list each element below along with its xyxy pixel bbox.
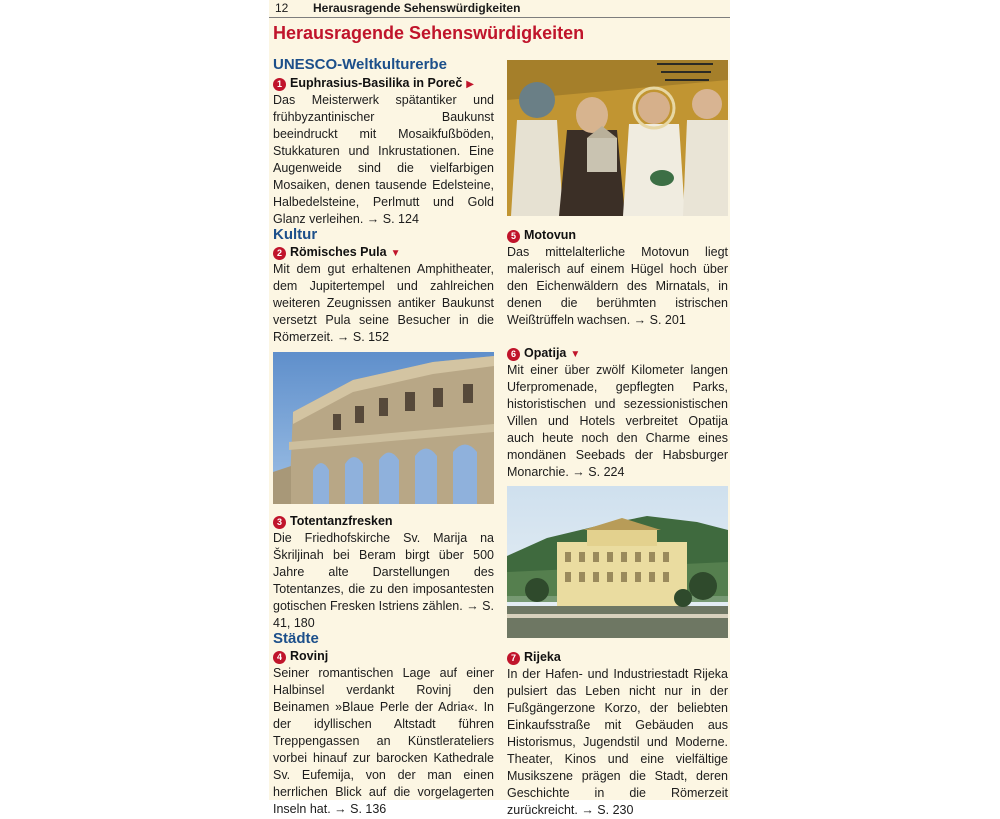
section-heading-staedte: Städte <box>273 630 319 647</box>
entry-title-text: Totentanzfresken <box>290 514 393 528</box>
number-badge: 3 <box>273 516 286 529</box>
entry-title-4 <box>273 648 328 664</box>
red-triangle-right-icon: ▶ <box>466 79 474 90</box>
entry-text-4: Seiner romantischen Lage auf einer Halbinsel verdankt Rovinj den Beinamen »Blaue Perle der Adria«. In der idyllischen Altstadt führen Treppengassen an Künstlerateliers vorbei hinauf zur barocken Kathedrale Sv. Eufemija, von der man einen herrlichen Blick auf die vorgelagerten Inseln hat. → S. 136 <box>273 666 494 816</box>
running-title: Herausragende Sehenswürdigkeiten <box>313 1 521 15</box>
number-badge: 2 <box>273 247 286 260</box>
entry-text-5: Das mittelalterliche Motovun liegt malerisch auf einem Hügel hoch über den Eichenwäldern des Mirnatals, in denen die berühmten istrischen Weißtrüffeln wachsen. → S. 201 <box>507 245 728 327</box>
entry-title-text: Römisches Pula <box>290 245 387 259</box>
page-number: 12 <box>275 1 289 15</box>
entry-title-7 <box>507 649 561 665</box>
entry-title-text: Opatija <box>524 346 567 360</box>
number-badge: 7 <box>507 652 520 665</box>
entry-title-1 <box>273 75 474 93</box>
section-heading-kultur: Kultur <box>273 226 318 243</box>
red-triangle-down-icon: ▼ <box>570 349 581 360</box>
number-badge: 6 <box>507 348 520 361</box>
number-badge: 1 <box>273 78 286 91</box>
pula-amphitheater-photo <box>273 352 494 504</box>
entry-title-5 <box>507 227 576 243</box>
page-title: Herausragende Sehenswürdigkeiten <box>273 23 585 43</box>
entry-text-6: Mit einer über zwölf Kilometer langen Uferpromenade, gepflegten Parks, historistischen und sezessionistischen Villen und Hotels verbreitet Opatija auch heute noch den Charme eines mondänen Seebads der Habsburger Monarchie. → S. 224 <box>507 363 728 479</box>
section-heading-unesco: UNESCO-Weltkulturerbe <box>273 56 447 73</box>
number-badge: 4 <box>273 651 286 664</box>
red-triangle-down-icon: ▼ <box>390 248 401 259</box>
entry-title-2 <box>273 244 400 262</box>
entry-text-1: Das Meisterwerk spätantiker und frühbyzantinischer Baukunst beeindruckt mit Mosaikfußböden, Stukkaturen und Inkrustationen. Eine Augenweide sind die vielfarbigen Mosaiken, denen tausende Edelsteine, Halbedelsteine, Perlmutt und Gold Glanz verleihen. → S. 124 <box>273 93 494 226</box>
entry-title-text: Rovinj <box>290 649 329 663</box>
entry-title-3 <box>273 513 393 529</box>
guidebook-page <box>269 0 730 817</box>
entry-title-6 <box>507 345 580 363</box>
entry-text-3: Die Friedhofskirche Sv. Marija na Škriljinah bei Beram birgt über 500 Jahre alte Darstellungen des Totentanzes, die zu den imposantesten gotischen Fresken Istriens zählen. → S. 41, 180 <box>273 531 494 630</box>
entry-title-text: Motovun <box>524 228 577 242</box>
entry-title-text: Rijeka <box>524 650 561 664</box>
running-header <box>269 0 730 18</box>
number-badge: 5 <box>507 230 520 243</box>
opatija-villa-photo <box>507 486 728 638</box>
entry-title-text: Euphrasius-Basilika in Poreč <box>290 76 463 90</box>
entry-text-7: In der Hafen- und Industriestadt Rijeka pulsiert das Leben nicht nur in der Fußgängerzone Korzo, der beliebten Einkaufsstraße mit Gebäuden aus Historismus, Jugendstil und Moderne. Theater, Kinos und eine vielfältige Musikszene prägen die Stadt, deren Geschichte in die Römerzeit zurückreicht. → S. 230 <box>507 667 728 817</box>
mosaic-photo <box>507 60 728 216</box>
entry-text-2: Mit dem gut erhaltenen Amphitheater, dem Jupitertempel und zahlreichen weiteren Zeugnissen antiker Baukunst versetzt Pula seine Besucher in die Römerzeit. → S. 152 <box>273 262 494 344</box>
